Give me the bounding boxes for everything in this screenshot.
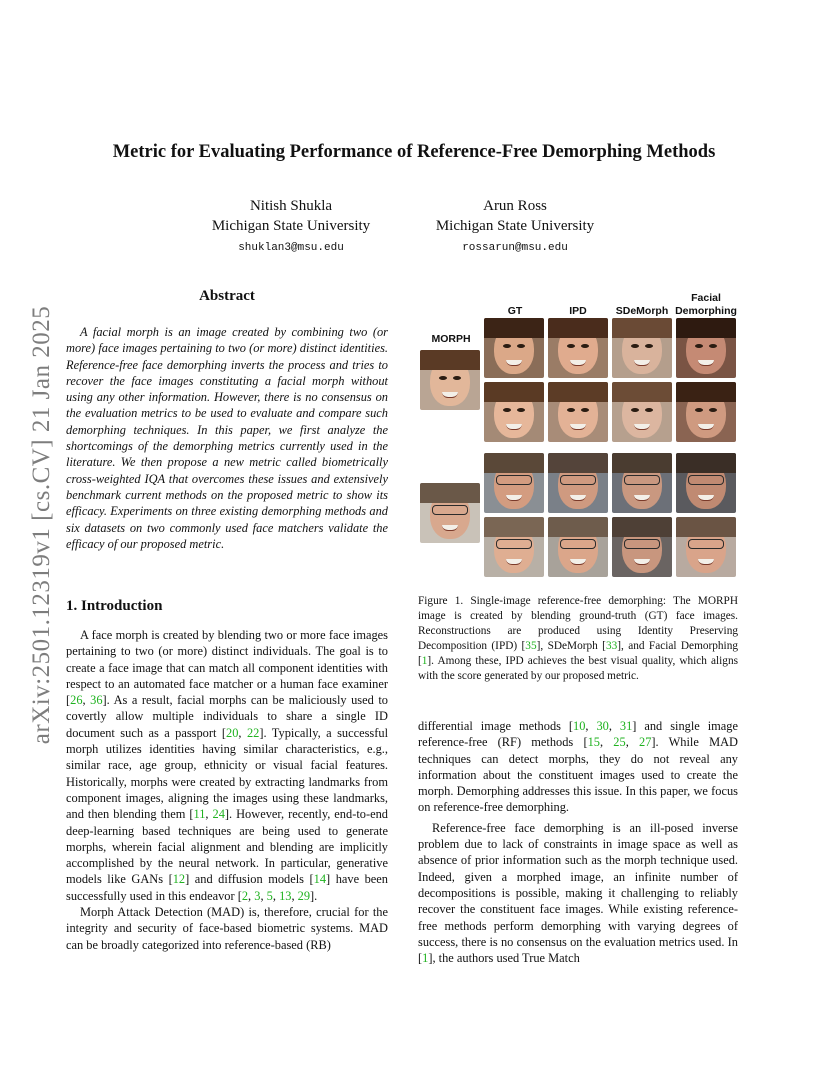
header-morph: MORPH <box>431 333 471 345</box>
morph-image-1 <box>420 350 480 410</box>
citation-link[interactable]: 12 <box>172 872 186 887</box>
citation-link[interactable]: 14 <box>313 872 327 887</box>
abstract-heading: Abstract <box>199 288 255 304</box>
arxiv-stamp <box>22 290 62 760</box>
citation-link[interactable]: 33 <box>605 640 618 652</box>
citation-link[interactable]: 27 <box>639 735 652 750</box>
author-affiliation: Michigan State University <box>211 218 371 234</box>
gt-image-1b <box>484 382 544 442</box>
citation-link[interactable]: 20 <box>226 725 239 740</box>
gt-image-2b <box>484 517 544 577</box>
sdemorph-image-2b <box>612 517 672 577</box>
author-affiliation: Michigan State University <box>435 218 595 234</box>
author-1 <box>176 196 406 258</box>
citation-link[interactable]: 13 <box>279 888 292 903</box>
author-email[interactable]: rossarun@msu.edu <box>462 242 568 254</box>
figure-1 <box>416 288 742 584</box>
citation-link[interactable]: 1 <box>422 951 429 966</box>
paper-title: Metric for Evaluating Performance of Reference-Free Demorphing Methods <box>112 142 716 162</box>
citation-link[interactable]: 31 <box>619 719 633 733</box>
right-paragraph-1: differential image methods [10, 30, 31] and single image reference-free (RF) methods [15, 25, 27]. While MAD techniques can detect morphs, they do not reveal any information about the constituent images used to create the morph. Demorphing addresses this issue. In this paper, we focus on reference-free demorphing. <box>418 719 739 815</box>
citation-link[interactable]: 25 <box>613 735 626 750</box>
arxiv-stamp-text: arXiv:2501.12319v1 [cs.CV] 21 Jan 2025 <box>28 305 55 745</box>
citation-link[interactable]: 3 <box>254 888 261 903</box>
ipd-image-2b <box>548 517 608 577</box>
citation-link[interactable]: 15 <box>587 735 600 750</box>
abstract-body <box>66 324 388 552</box>
citation-link[interactable]: 36 <box>90 693 103 708</box>
facial-demorphing-image-1a <box>676 318 736 378</box>
figure-1-caption: Figure 1. Single-image reference-free demorphing: The MORPH image is created by blending ground-truth (GT) face images. Reconstructions are produced using Identity Preserving Decomposition (IPD) [35], SDeMorph [33], and Facial Demorphing [1]. Among these, IPD achieves the best visual quality, which aligns with the score generated by our proposed metric. <box>418 595 738 682</box>
sdemorph-image-2a <box>612 453 672 513</box>
citation-link[interactable]: 22 <box>246 725 260 740</box>
author-name: Nitish Shukla <box>249 198 333 214</box>
header-ipd: IPD <box>569 305 587 317</box>
citation-link[interactable]: 29 <box>297 888 311 903</box>
citation-link[interactable]: 11 <box>193 807 206 822</box>
header-gt: GT <box>507 305 523 317</box>
citation-link[interactable]: 10 <box>573 719 586 733</box>
intro-paragraph-2: Morph Attack Detection (MAD) is, therefore, crucial for the integrity and security of face-based biometric systems. MAD can be broadly categorized into reference-based (RB) <box>66 905 388 952</box>
sdemorph-image-1b <box>612 382 672 442</box>
ipd-image-2a <box>548 453 608 513</box>
introduction-body <box>66 627 388 953</box>
facial-demorphing-image-1b <box>676 382 736 442</box>
citation-link[interactable]: 24 <box>212 807 225 822</box>
citation-link[interactable]: 35 <box>525 640 537 652</box>
abstract-text: A facial morph is an image created by combining two (or more) face images pertaining to two (or more) distinct identities. Reference-free face demorphing inverts the process and tries to recover the face images constituting a facial morph without using any other information. However, there is no consensus on the evaluation metrics to be used to evaluate and compare such demorphing techniques. In this paper, we first analyze the shortcomings of the demorphing metrics currently used in the literature. We then propose a new metric called biometrically cross-weighted IQA that overcomes these issues and extensively benchmark current methods on the proposed metric to show its efficacy. Experiments on three existing demorphing methods and six datasets on two commonly used face matchers validate the efficacy of our proposed metric. <box>66 325 388 551</box>
citation-link[interactable]: 30 <box>596 719 609 733</box>
facial-demorphing-image-2a <box>676 453 736 513</box>
ipd-image-1b <box>548 382 608 442</box>
citation-link[interactable]: 26 <box>70 693 83 708</box>
author-2 <box>400 196 630 258</box>
author-name: Arun Ross <box>483 198 547 214</box>
citation-link[interactable]: 5 <box>266 888 273 903</box>
header-facial-demorphing: Facial Demorphing <box>675 292 737 317</box>
intro-paragraph-1: A face morph is created by blending two or more face images pertaining to two (or more) distinct individuals. The goal is to create a face image that can match all component identities with respect to an automated face matcher or a human face examiner [26, 36]. As a result, facial morphs can be maliciously used to covertly allow multiple individuals to share a single ID document such as a passport [20, 22]. Typically, a successful morph utilizes identities having similar characteristics, e.g., similar race, age group, ethnicity or visual facial features. Historically, morphs were created by extracting landmarks from component images, aligning the images using these landmarks, and then blending them [11, 24]. However, recently, end-to-end deep-learning based techniques are being used to generate morphs, wherein facial alignment and blending are implicitly accomplished by the neural network. In particular, generative models like GANs [12] and diffusion models [14] have been successfully used in this endeavor [2, 3, 5, 13, 29]. <box>66 628 389 903</box>
morph-image-2 <box>420 483 480 543</box>
gt-image-1a <box>484 318 544 378</box>
citation-link[interactable]: 2 <box>241 888 249 903</box>
facial-demorphing-image-2b <box>676 517 736 577</box>
sdemorph-image-1a <box>612 318 672 378</box>
ipd-image-1a <box>548 318 608 378</box>
citation-link[interactable]: 1 <box>421 655 428 667</box>
header-sdemorph: SDeMorph <box>615 305 669 317</box>
author-email[interactable]: shuklan3@msu.edu <box>238 242 344 254</box>
right-paragraph-2: Reference-free face demorphing is an ill-posed inverse problem due to lack of constraints in image space as well as absence of prior information such as the morph technique used. Indeed, given a morphed image, an infinite number of decompositions is possible, making it challenging to reliably recover the constituent face images. While existing reference-free methods perform demorphing with varying degrees of success, there is no consensus on the evaluation metrics used. In [1], the authors used True Match <box>418 820 738 966</box>
right-column-body <box>418 718 738 966</box>
section-heading-introduction: 1. Introduction <box>66 598 163 614</box>
gt-image-2a <box>484 453 544 513</box>
